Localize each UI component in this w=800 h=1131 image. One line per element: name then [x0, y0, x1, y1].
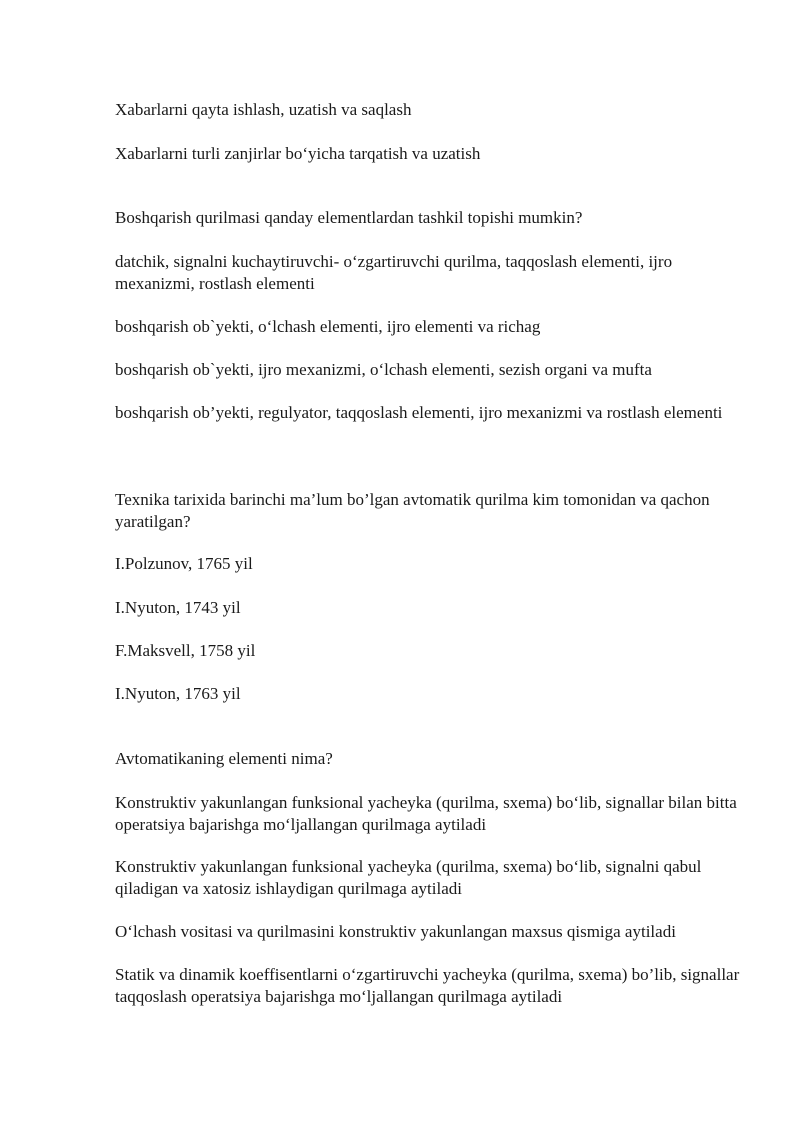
answer-option: boshqarish ob’yekti, regulyator, taqqoslash elementi, ijro mexanizmi va rostlash elementi [115, 403, 723, 422]
answer-option: datchik, signalni kuchaytiruvchi- o‘zgartiruvchi qurilma, taqqoslash elementi, ijro mexanizmi, rostlash elementi [115, 252, 673, 293]
answer-option: Konstruktiv yakunlangan funksional yacheyka (qurilma, sxema) bo‘lib, signalni qabul qiladigan va xatosiz ishlaydigan qurilmaga aytiladi [115, 857, 702, 898]
question-text: Avtomatikaning elementi nima? [115, 749, 333, 768]
answer-option: I.Nyuton, 1763 yil [115, 684, 241, 703]
answer-option: Konstruktiv yakunlangan funksional yacheyka (qurilma, sxema) bo‘lib, signallar bilan bitta operatsiya bajarishga mo‘ljallangan qurilmaga aytiladi [115, 793, 737, 834]
answer-option: boshqarish ob`yekti, o‘lchash elementi, ijro elementi va richag [115, 317, 541, 336]
answer-option: I.Nyuton, 1743 yil [115, 598, 241, 617]
question-text: Boshqarish qurilmasi qanday elementlardan tashkil topishi mumkin? [115, 208, 583, 227]
answer-option: Statik va dinamik koeffisentlarni o‘zgartiruvchi yacheyka (qurilma, sxema) bo’lib, signallar taqqoslash operatsiya bajarishga mo‘ljallangan qurilmaga aytiladi [115, 965, 740, 1006]
answer-option: Xabarlarni turli zanjirlar bo‘yicha tarqatish va uzatish [115, 144, 481, 163]
question-text: Texnika tarixida barinchi ma’lum bo’lgan avtomatik qurilma kim tomonidan va qachon yaratilgan? [115, 490, 710, 531]
answer-option: O‘lchash vositasi va qurilmasini konstruktiv yakunlangan maxsus qismiga aytiladi [115, 922, 676, 941]
answer-option: Xabarlarni qayta ishlash, uzatish va saqlash [115, 100, 412, 119]
answer-option: I.Polzunov, 1765 yil [115, 554, 253, 573]
answer-option: boshqarish ob`yekti, ijro mexanizmi, o‘lchash elementi, sezish organi va mufta [115, 360, 652, 379]
answer-option: F.Maksvell, 1758 yil [115, 641, 256, 660]
